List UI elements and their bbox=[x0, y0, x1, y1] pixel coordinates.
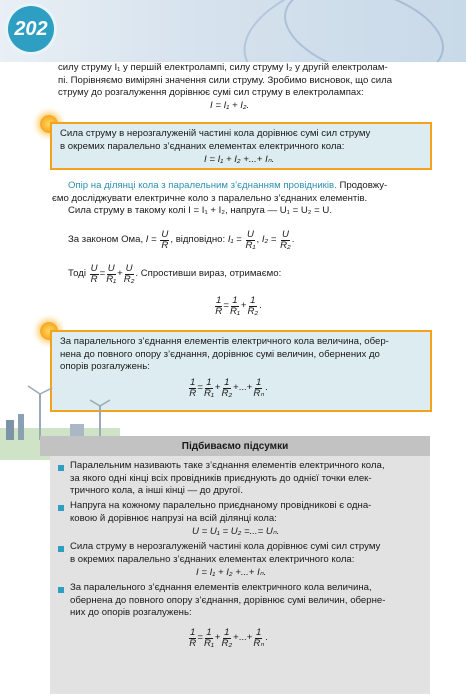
denominator: R bbox=[90, 274, 98, 285]
fraction bbox=[189, 378, 196, 399]
then-line bbox=[68, 264, 428, 285]
text-line: Сила струму в нерозгалуженій частині кола дорівнює сумі сил струму bbox=[70, 541, 381, 552]
rule-text bbox=[60, 128, 426, 153]
denominator: R bbox=[189, 638, 197, 649]
denominator: Rₙ bbox=[253, 638, 265, 649]
fraction bbox=[222, 628, 233, 649]
text-line: За паралельного з’єднання елементів електричного кола величина, bbox=[70, 582, 372, 593]
text-line: Сила струму в такому колі I = I₁ + I₂, напруга — U₁ = U₂ = U. bbox=[68, 205, 333, 216]
symbol: = bbox=[223, 300, 229, 312]
summary-item bbox=[70, 460, 426, 498]
denominator: R₂ bbox=[280, 240, 291, 251]
numerator: 1 bbox=[190, 377, 196, 388]
numerator: U bbox=[107, 263, 115, 274]
denominator: R₂ bbox=[221, 388, 233, 399]
symbol: I bbox=[145, 234, 149, 246]
symbol: = bbox=[270, 234, 277, 246]
text-line: в окремих паралельно з’єднаних елементах електричного кола: bbox=[60, 140, 345, 152]
symbol: = bbox=[151, 234, 157, 246]
page-number: 202 bbox=[8, 6, 54, 52]
text-line: ємо досліджувати електричне коло з паралельно з’єднаних елементів. bbox=[52, 192, 368, 204]
fraction bbox=[222, 378, 233, 399]
text-line: них до опорів розгалужень: bbox=[70, 607, 192, 618]
text: Тоді bbox=[68, 268, 86, 280]
formula: I = I₁ + I₂. bbox=[210, 100, 250, 111]
fraction bbox=[160, 230, 169, 251]
fraction bbox=[204, 628, 214, 649]
summary-panel bbox=[50, 456, 430, 694]
denominator: Rₙ bbox=[253, 388, 265, 399]
symbol: = bbox=[197, 382, 203, 394]
numerator: 1 bbox=[256, 377, 262, 388]
page-header bbox=[0, 0, 466, 62]
fraction bbox=[248, 296, 259, 317]
symbol: I₁ bbox=[227, 234, 234, 246]
symbol: + bbox=[117, 268, 123, 280]
fraction bbox=[246, 230, 256, 251]
bullet-icon bbox=[58, 465, 64, 471]
denominator: R₂ bbox=[247, 306, 259, 317]
text-line: обернена до повного опору з’єднання, дорівнює сумі величин, оберне- bbox=[70, 594, 386, 606]
text-line: ковою й дорівнює напрузі на всій ділянці кола: bbox=[70, 512, 277, 524]
fraction bbox=[230, 296, 240, 317]
numerator: 1 bbox=[206, 377, 212, 388]
bullet-icon bbox=[58, 587, 64, 593]
numerator: 1 bbox=[206, 627, 212, 638]
numerator: U bbox=[281, 229, 289, 240]
numerator: U bbox=[90, 263, 98, 274]
text-line: За паралельного з’єднання елементів електричного кола величина, обер- bbox=[60, 336, 389, 347]
text-line: опорів розгалужень: bbox=[60, 361, 150, 372]
numerator: U bbox=[247, 229, 254, 240]
text-line: Паралельним називають таке з’єднання елементів електричного кола, bbox=[70, 460, 385, 471]
formula: I = I₁ + I₂ +...+ Iₙ. bbox=[196, 567, 267, 578]
numerator: 1 bbox=[216, 295, 222, 306]
section-heading: Опір на ділянці кола з паралельним з’єднанням провідників. bbox=[68, 180, 337, 191]
fraction bbox=[90, 264, 99, 285]
symbol: + bbox=[214, 632, 221, 644]
symbol: . bbox=[265, 632, 268, 644]
symbol: I₂ bbox=[261, 234, 269, 246]
text-line: Сила струму в нерозгалуженій частині кола дорівнює сумі сил струму bbox=[60, 128, 371, 139]
paragraph bbox=[52, 180, 432, 218]
symbol: +...+ bbox=[233, 632, 253, 644]
summary-item bbox=[70, 582, 426, 620]
ohm-law-line bbox=[68, 230, 428, 251]
numerator: 1 bbox=[250, 295, 256, 306]
denominator: R bbox=[189, 388, 197, 399]
summary-item bbox=[70, 500, 426, 525]
fraction bbox=[106, 264, 116, 285]
text: , відповідно: bbox=[170, 234, 226, 246]
numerator: 1 bbox=[256, 627, 262, 638]
rule-box bbox=[50, 122, 432, 170]
denominator: R₁ bbox=[203, 388, 214, 399]
summary-title: Підбиваємо підсумки bbox=[40, 436, 430, 456]
symbol: = bbox=[197, 632, 203, 644]
formula bbox=[188, 628, 268, 649]
summary-item bbox=[70, 541, 426, 566]
text: . Спростивши вираз, отримаємо: bbox=[135, 268, 282, 280]
text-line: тричного кола, а інші кінці — до другої. bbox=[70, 485, 243, 496]
text-line: пі. Порівняємо виміряні значення сили струму. Зробимо висновок, що сила bbox=[58, 74, 393, 86]
numerator: 1 bbox=[224, 627, 230, 638]
numerator: 1 bbox=[224, 377, 230, 388]
text-line: Продовжу- bbox=[336, 180, 388, 191]
denominator: R₁ bbox=[203, 638, 214, 649]
symbol: . bbox=[259, 300, 262, 312]
text-line: за якого одні кінці всіх провідників приєднують до однієї точки елек- bbox=[70, 472, 372, 484]
rule-text bbox=[60, 336, 426, 374]
denominator: R₁ bbox=[245, 240, 256, 251]
symbol: . bbox=[291, 234, 295, 246]
bullet-icon bbox=[58, 546, 64, 552]
text: За законом Ома, bbox=[68, 234, 144, 246]
denominator: R₁ bbox=[229, 306, 240, 317]
formula bbox=[214, 296, 262, 317]
symbol: +...+ bbox=[233, 382, 253, 394]
formula: I = I₁ + I₂ +...+ Iₙ. bbox=[204, 154, 275, 165]
symbol: = bbox=[236, 234, 242, 246]
fraction bbox=[253, 628, 264, 649]
fraction bbox=[124, 264, 135, 285]
text-line: силу струму I₁ у першій електролампі, силу струму I₂ у другій електролам- bbox=[58, 62, 388, 73]
symbol: . bbox=[265, 382, 268, 394]
numerator: 1 bbox=[190, 627, 196, 638]
numerator: 1 bbox=[232, 295, 238, 306]
denominator: R bbox=[215, 306, 223, 317]
text-line: нена до повного опору з’єднання, дорівнює сумі величин, обернених до bbox=[60, 348, 380, 360]
text-line: Напруга на кожному паралельно приєднаному провідникові є одна- bbox=[70, 500, 372, 511]
formula: U = U₁ = U₂ =...= Uₙ. bbox=[192, 526, 280, 537]
text-line: струму до розгалуження дорівнює сумі сил струму в електролампах: bbox=[58, 87, 364, 98]
symbol: , bbox=[256, 234, 260, 246]
symbol: + bbox=[214, 382, 221, 394]
denominator: R₂ bbox=[123, 274, 135, 285]
numerator: U bbox=[161, 229, 169, 240]
fraction bbox=[204, 378, 214, 399]
formula bbox=[188, 378, 268, 399]
denominator: R₁ bbox=[106, 274, 117, 285]
paragraph bbox=[58, 62, 428, 100]
denominator: R bbox=[161, 240, 169, 251]
bullet-icon bbox=[58, 505, 64, 511]
text-line: в окремих паралельно з’єднаних елементах електричного кола: bbox=[70, 553, 355, 565]
fraction bbox=[215, 296, 222, 317]
fraction bbox=[189, 628, 196, 649]
denominator: R₂ bbox=[221, 638, 233, 649]
symbol: + bbox=[240, 300, 247, 312]
numerator: U bbox=[125, 263, 133, 274]
symbol: = bbox=[99, 268, 106, 280]
fraction bbox=[253, 378, 264, 399]
fraction bbox=[280, 230, 291, 251]
